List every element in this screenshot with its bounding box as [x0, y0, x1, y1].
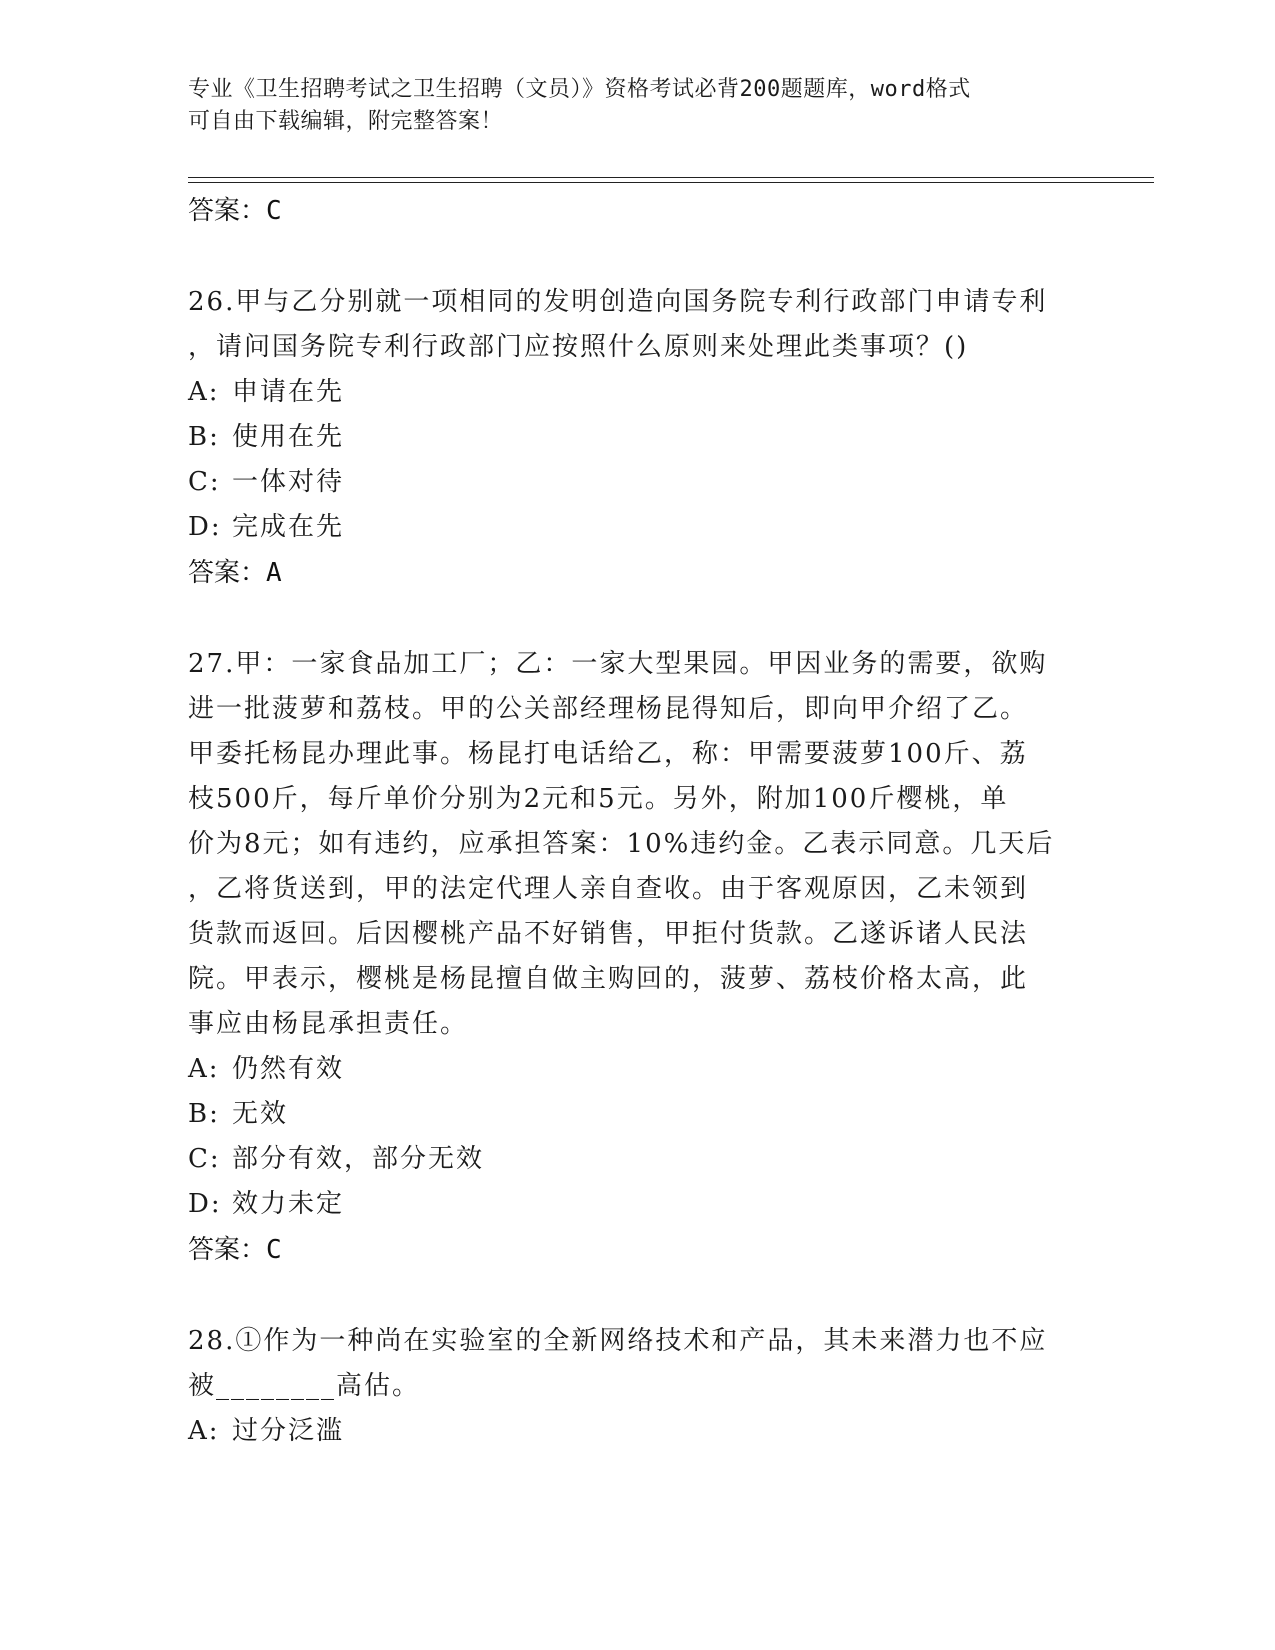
question-line: ，请问国务院专利行政部门应按照什么原则来处理此类事项？() — [188, 332, 969, 362]
header-divider-bottom — [188, 182, 1154, 183]
answer-label-q26: 答案：A — [188, 558, 282, 588]
option-letter: D: — [188, 512, 222, 542]
option-text: 申请在先 — [232, 377, 345, 407]
option-text: 部分有效，部分无效 — [232, 1144, 485, 1174]
question-line: 被________高估。 — [188, 1371, 421, 1401]
question-line: 28.①作为一种尚在实验室的全新网络技术和产品，其未来潜力也不应 — [188, 1326, 1048, 1356]
option-text: 一体对待 — [232, 467, 345, 497]
header-title-line-2: 可自由下载编辑，附完整答案！ — [188, 109, 504, 134]
spacer — [188, 234, 1078, 280]
question-line: 货款而返回。后因樱桃产品不好销售，甲拒付货款。乙遂诉诸人民法 — [188, 919, 1029, 949]
option-text: 仍然有效 — [232, 1054, 345, 1084]
option-b — [188, 415, 1078, 460]
question-line: ，乙将货送到，甲的法定代理人亲自查收。由于客观原因，乙未领到 — [188, 874, 1029, 904]
option-d — [188, 505, 1078, 550]
question-line: 院。甲表示，樱桃是杨昆擅自做主购回的，菠萝、荔枝价格太高，此 — [188, 964, 1029, 994]
option-text: 过分泛滥 — [232, 1416, 345, 1446]
question-line: 事应由杨昆承担责任。 — [188, 1009, 469, 1039]
spacer — [188, 596, 1078, 642]
option-letter: A: — [188, 377, 220, 407]
question-block-28 — [188, 1319, 1078, 1454]
option-letter: A: — [188, 1054, 220, 1084]
question-text-26 — [188, 280, 1078, 370]
option-c — [188, 1137, 1078, 1182]
header-divider-top — [188, 177, 1154, 178]
question-line: 进一批菠萝和荔枝。甲的公关部经理杨昆得知后，即向甲介绍了乙。 — [188, 694, 1029, 724]
option-text: 完成在先 — [232, 512, 345, 542]
option-b — [188, 1092, 1078, 1137]
option-letter: B: — [188, 1099, 220, 1129]
question-block-26 — [188, 280, 1078, 596]
option-c — [188, 460, 1078, 505]
option-a — [188, 370, 1078, 415]
question-line: 26.甲与乙分别就一项相同的发明创造向国务院专利行政部门申请专利 — [188, 287, 1048, 317]
document-header — [188, 74, 1068, 138]
option-text: 使用在先 — [232, 422, 345, 452]
option-text: 效力未定 — [232, 1189, 345, 1219]
option-letter: B: — [188, 422, 220, 452]
answer-label-q25: 答案：C — [188, 196, 282, 226]
option-text: 无效 — [232, 1099, 289, 1129]
option-letter: C: — [188, 467, 221, 497]
question-text-28 — [188, 1319, 1078, 1409]
option-a — [188, 1047, 1078, 1092]
option-a — [188, 1409, 1078, 1454]
question-line: 枝500斤，每斤单价分别为2元和5元。另外，附加100斤樱桃，单 — [188, 784, 1009, 814]
question-list — [188, 188, 1078, 1454]
option-letter: D: — [188, 1189, 222, 1219]
question-line: 甲委托杨昆办理此事。杨昆打电话给乙，称：甲需要菠萝100斤、荔 — [188, 739, 1028, 769]
option-letter: A: — [188, 1416, 220, 1446]
spacer — [188, 1273, 1078, 1319]
question-block-27 — [188, 642, 1078, 1273]
option-d — [188, 1182, 1078, 1227]
header-title-line-1: 专业《卫生招聘考试之卫生招聘（文员）》资格考试必背200题题库，word格式 — [188, 77, 971, 102]
question-text-27 — [188, 642, 1078, 1047]
answer-label-q27: 答案：C — [188, 1235, 282, 1265]
question-line: 27.甲：一家食品加工厂；乙：一家大型果园。甲因业务的需要，欲购 — [188, 649, 1048, 679]
option-letter: C: — [188, 1144, 221, 1174]
question-line: 价为8元；如有违约，应承担答案：10%违约金。乙表示同意。几天后 — [188, 829, 1055, 859]
